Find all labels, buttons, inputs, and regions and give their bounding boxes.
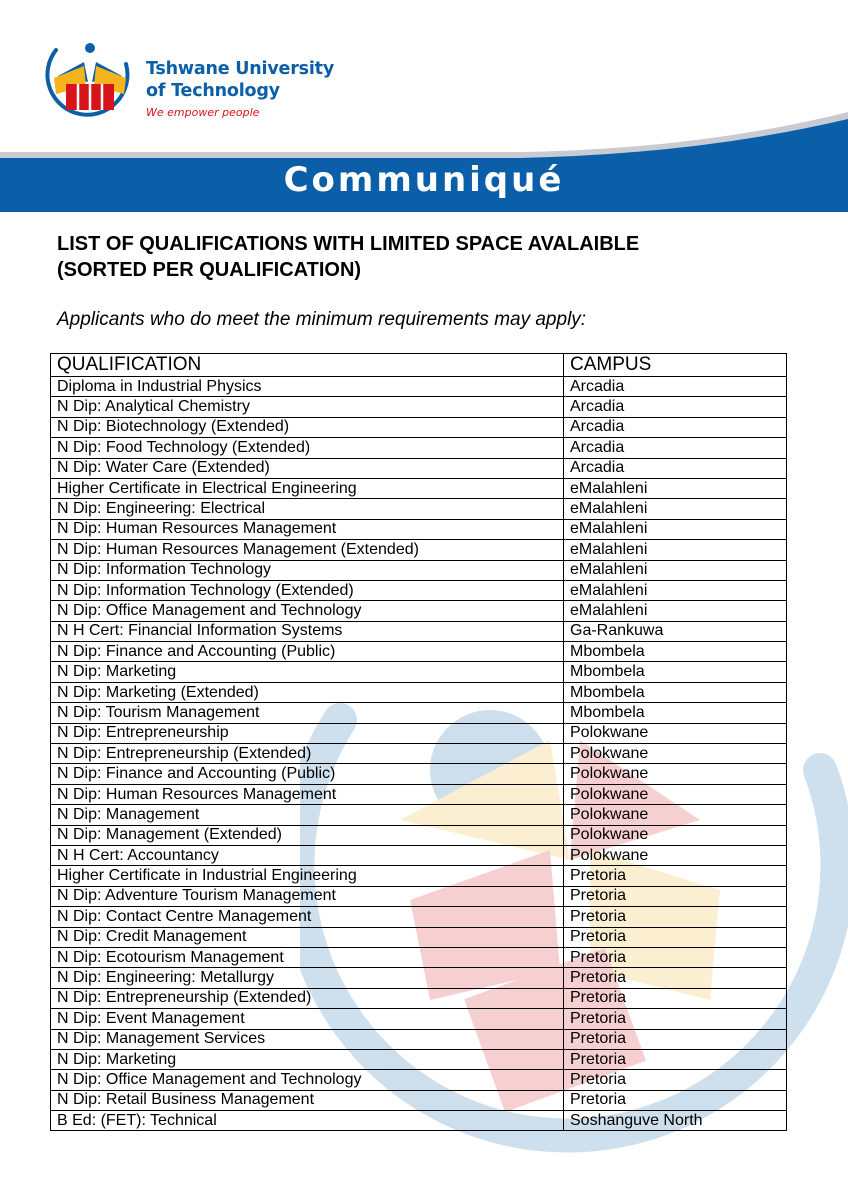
qualification-cell: N Dip: Entrepreneurship bbox=[51, 723, 564, 743]
campus-cell: Pretoria bbox=[564, 968, 787, 988]
qualification-cell: Diploma in Industrial Physics bbox=[51, 377, 564, 397]
table-row bbox=[51, 397, 787, 417]
table-row bbox=[51, 1070, 787, 1090]
qualification-cell: N Dip: Management Services bbox=[51, 1029, 564, 1049]
campus-cell: eMalahleni bbox=[564, 601, 787, 621]
qualification-cell: N Dip: Analytical Chemistry bbox=[51, 397, 564, 417]
qualification-cell: Higher Certificate in Electrical Engineering bbox=[51, 478, 564, 498]
qualification-cell: N Dip: Management (Extended) bbox=[51, 825, 564, 845]
table-row bbox=[51, 886, 787, 906]
qualification-cell: N Dip: Food Technology (Extended) bbox=[51, 438, 564, 458]
table-row bbox=[51, 866, 787, 886]
table-row bbox=[51, 764, 787, 784]
table-row bbox=[51, 682, 787, 702]
qualification-cell: N Dip: Tourism Management bbox=[51, 703, 564, 723]
banner-title: Communiqué bbox=[283, 160, 565, 200]
campus-cell: Soshanguve North bbox=[564, 1111, 787, 1131]
campus-cell: Arcadia bbox=[564, 438, 787, 458]
campus-cell: Mbombela bbox=[564, 662, 787, 682]
table-row bbox=[51, 438, 787, 458]
campus-cell: eMalahleni bbox=[564, 580, 787, 600]
table-row bbox=[51, 519, 787, 539]
qualification-cell: N Dip: Entrepreneurship (Extended) bbox=[51, 744, 564, 764]
qualification-cell: N Dip: Biotechnology (Extended) bbox=[51, 417, 564, 437]
table-row bbox=[51, 1009, 787, 1029]
table-row bbox=[51, 540, 787, 560]
qualification-cell: N H Cert: Financial Information Systems bbox=[51, 621, 564, 641]
table-row bbox=[51, 968, 787, 988]
table-row bbox=[51, 927, 787, 947]
table-row bbox=[51, 580, 787, 600]
table-row bbox=[51, 1090, 787, 1110]
table-row bbox=[51, 723, 787, 743]
qualification-cell: N Dip: Finance and Accounting (Public) bbox=[51, 764, 564, 784]
table-row bbox=[51, 1029, 787, 1049]
qualification-cell: N Dip: Engineering: Metallurgy bbox=[51, 968, 564, 988]
qualification-cell: N Dip: Engineering: Electrical bbox=[51, 499, 564, 519]
campus-cell: Pretoria bbox=[564, 947, 787, 967]
table-row bbox=[51, 784, 787, 804]
campus-cell: Arcadia bbox=[564, 417, 787, 437]
table-row bbox=[51, 642, 787, 662]
qualification-cell: N Dip: Contact Centre Management bbox=[51, 907, 564, 927]
campus-cell: Polokwane bbox=[564, 764, 787, 784]
column-header-campus: CAMPUS bbox=[564, 354, 787, 377]
campus-cell: Pretoria bbox=[564, 1029, 787, 1049]
qualification-cell: N Dip: Marketing (Extended) bbox=[51, 682, 564, 702]
campus-cell: Pretoria bbox=[564, 1090, 787, 1110]
campus-cell: Pretoria bbox=[564, 1070, 787, 1090]
qualification-cell: N Dip: Marketing bbox=[51, 1049, 564, 1069]
table-row bbox=[51, 703, 787, 723]
campus-cell: eMalahleni bbox=[564, 540, 787, 560]
campus-cell: Pretoria bbox=[564, 1049, 787, 1069]
column-header-qualification: QUALIFICATION bbox=[51, 354, 564, 377]
table-row bbox=[51, 499, 787, 519]
table-row bbox=[51, 744, 787, 764]
qualification-cell: N Dip: Information Technology bbox=[51, 560, 564, 580]
campus-cell: Pretoria bbox=[564, 886, 787, 906]
campus-cell: Arcadia bbox=[564, 377, 787, 397]
table-row bbox=[51, 1049, 787, 1069]
table-row bbox=[51, 825, 787, 845]
table-row bbox=[51, 417, 787, 437]
campus-cell: Polokwane bbox=[564, 744, 787, 764]
qualification-cell: N Dip: Credit Management bbox=[51, 927, 564, 947]
campus-cell: Polokwane bbox=[564, 723, 787, 743]
campus-cell: Polokwane bbox=[564, 805, 787, 825]
table-row bbox=[51, 907, 787, 927]
intro-text: Applicants who do meet the minimum requirements may apply: bbox=[57, 309, 587, 330]
qualification-cell: N Dip: Human Resources Management (Extended) bbox=[51, 540, 564, 560]
table-row bbox=[51, 988, 787, 1008]
campus-cell: eMalahleni bbox=[564, 560, 787, 580]
campus-cell: Pretoria bbox=[564, 988, 787, 1008]
campus-cell: Polokwane bbox=[564, 825, 787, 845]
campus-cell: Ga-Rankuwa bbox=[564, 621, 787, 641]
qualification-cell: N Dip: Event Management bbox=[51, 1009, 564, 1029]
qualification-cell: N Dip: Management bbox=[51, 805, 564, 825]
campus-cell: eMalahleni bbox=[564, 478, 787, 498]
heading-line-2: (SORTED PER QUALIFICATION) bbox=[57, 259, 362, 281]
table-header-row bbox=[51, 354, 787, 377]
table-row bbox=[51, 662, 787, 682]
university-tagline: We empower people bbox=[146, 106, 260, 119]
heading-line-1: LIST OF QUALIFICATIONS WITH LIMITED SPACE AVALAIBLE bbox=[57, 233, 640, 255]
qualification-cell: N Dip: Water Care (Extended) bbox=[51, 458, 564, 478]
table-row bbox=[51, 1111, 787, 1131]
table-row bbox=[51, 601, 787, 621]
campus-cell: eMalahleni bbox=[564, 519, 787, 539]
qualification-cell: N Dip: Retail Business Management bbox=[51, 1090, 564, 1110]
qualification-cell: N Dip: Adventure Tourism Management bbox=[51, 886, 564, 906]
qualification-cell: N Dip: Human Resources Management bbox=[51, 784, 564, 804]
campus-cell: Mbombela bbox=[564, 642, 787, 662]
campus-cell: Arcadia bbox=[564, 397, 787, 417]
table-row bbox=[51, 377, 787, 397]
qualifications-table bbox=[50, 353, 787, 1131]
qualification-cell: N Dip: Entrepreneurship (Extended) bbox=[51, 988, 564, 1008]
university-name-line1: Tshwane University bbox=[146, 59, 335, 79]
qualification-cell: N Dip: Marketing bbox=[51, 662, 564, 682]
campus-cell: Polokwane bbox=[564, 784, 787, 804]
document-heading bbox=[57, 231, 817, 283]
campus-cell: Pretoria bbox=[564, 866, 787, 886]
campus-cell: Pretoria bbox=[564, 1009, 787, 1029]
table-row bbox=[51, 458, 787, 478]
campus-cell: Polokwane bbox=[564, 845, 787, 865]
table-row bbox=[51, 947, 787, 967]
table-row bbox=[51, 560, 787, 580]
university-name-line2: of Technology bbox=[146, 81, 280, 101]
campus-cell: Mbombela bbox=[564, 682, 787, 702]
table-row bbox=[51, 805, 787, 825]
campus-cell: Mbombela bbox=[564, 703, 787, 723]
table-row bbox=[51, 478, 787, 498]
campus-cell: Pretoria bbox=[564, 927, 787, 947]
table-row bbox=[51, 845, 787, 865]
qualification-cell: N Dip: Information Technology (Extended) bbox=[51, 580, 564, 600]
qualification-cell: Higher Certificate in Industrial Engineering bbox=[51, 866, 564, 886]
campus-cell: Pretoria bbox=[564, 907, 787, 927]
qualification-cell: N Dip: Office Management and Technology bbox=[51, 1070, 564, 1090]
campus-cell: eMalahleni bbox=[564, 499, 787, 519]
campus-cell: Arcadia bbox=[564, 458, 787, 478]
qualification-cell: N Dip: Office Management and Technology bbox=[51, 601, 564, 621]
qualification-cell: N H Cert: Accountancy bbox=[51, 845, 564, 865]
qualification-cell: N Dip: Finance and Accounting (Public) bbox=[51, 642, 564, 662]
qualification-cell: B Ed: (FET): Technical bbox=[51, 1111, 564, 1131]
qualification-cell: N Dip: Human Resources Management bbox=[51, 519, 564, 539]
table-row bbox=[51, 621, 787, 641]
qualification-cell: N Dip: Ecotourism Management bbox=[51, 947, 564, 967]
